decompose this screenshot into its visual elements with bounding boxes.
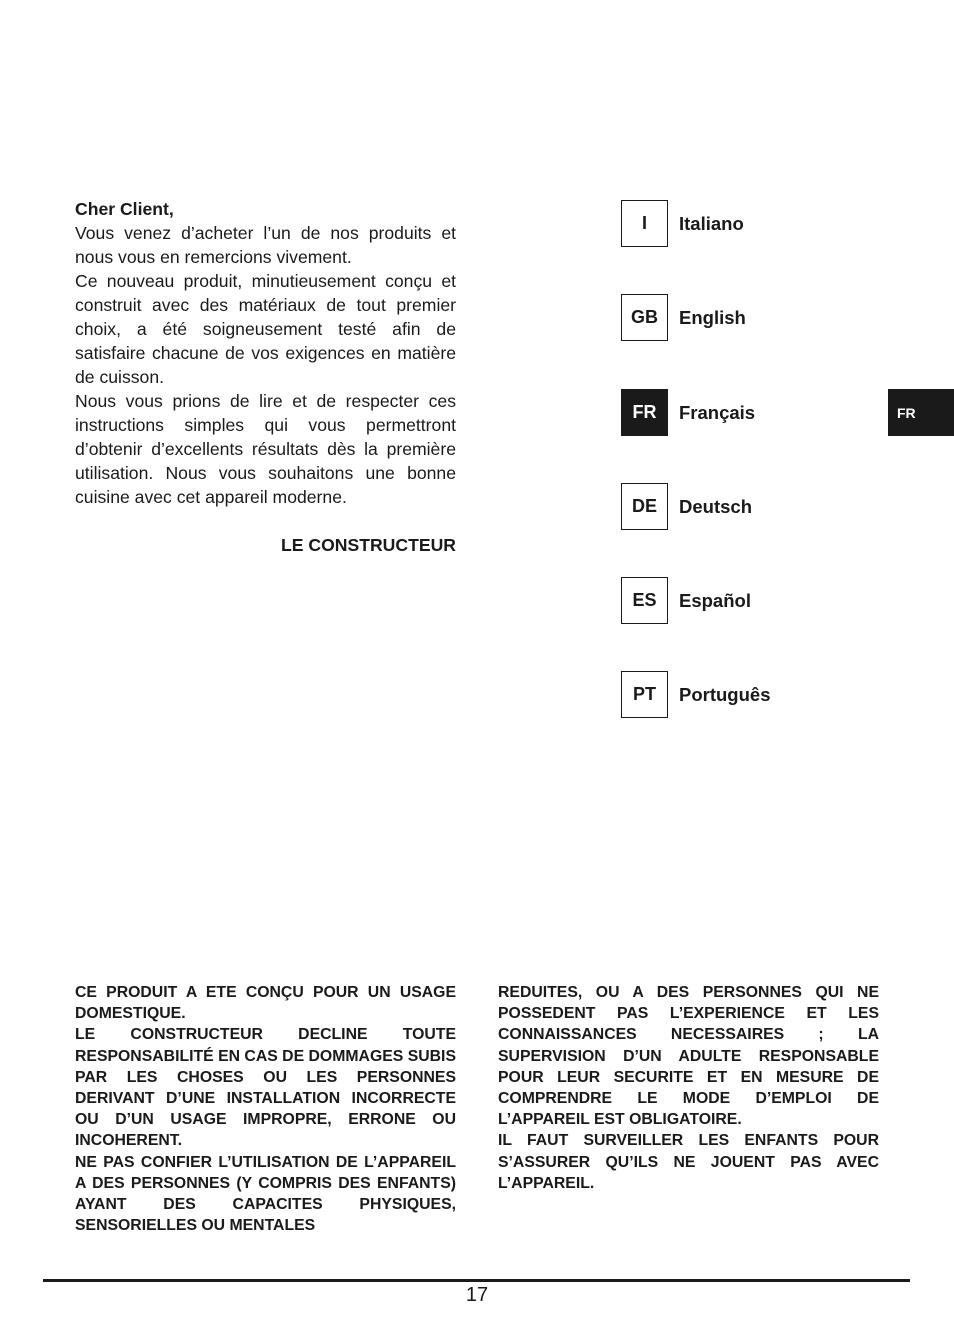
language-item-deutsch[interactable]	[621, 483, 851, 530]
page-number: 17	[465, 1284, 489, 1306]
language-name: Español	[679, 589, 751, 611]
warning-column-right	[498, 982, 879, 1194]
section-side-tab: FR	[888, 389, 954, 436]
signature: LE CONSTRUCTEUR	[281, 535, 456, 555]
warning-paragraph: CE PRODUIT A ETE CONÇU POUR UN USAGE DOMESTIQUE.	[75, 984, 456, 1023]
language-item-espanol[interactable]	[621, 577, 851, 624]
language-name: Português	[679, 683, 771, 705]
warning-paragraph: REDUITES, OU A DES PERSONNES QUI NE POSSEDENT PAS L’EXPERIENCE ET LES CONNAISSANCES NECESSAIRES ; LA SUPERVISION D’UN ADULTE RESPONSABLE POUR LEUR SECURITE ET EN MESURE DE COMPRENDRE LE MODE D’EMPLOI DE L’APPAREIL EST OBLIGATOIRE.	[498, 984, 879, 1129]
language-code-box: I	[621, 200, 668, 247]
warning-paragraph: LE CONSTRUCTEUR DECLINE TOUTE RESPONSABILITÉ EN CAS DE DOMMAGES SUBIS PAR LES CHOSES OU LES PERSONNES DERIVANT D’UNE INSTALLATION INCORRECTE OU D’UN USAGE IMPROPRE, ERRONE OU INCOHERENT.	[75, 1026, 456, 1150]
language-name: Deutsch	[679, 495, 752, 517]
footer-divider	[43, 1279, 910, 1282]
language-item-english[interactable]	[621, 294, 851, 341]
language-name: Italiano	[679, 212, 744, 234]
greeting: Cher Client,	[75, 199, 174, 219]
language-code-box: PT	[621, 671, 668, 718]
language-code-box: GB	[621, 294, 668, 341]
intro-paragraph-3: Nous vous prions de lire et de respecter ces instructions simples qui vous permettront d’obtenir d’excellents résultats dès la première utilisation. Nous vous souhaitons une bonne cuisine avec cet appareil moderne.	[75, 391, 456, 507]
intro-letter	[75, 197, 456, 557]
language-code-box: ES	[621, 577, 668, 624]
language-item-francais[interactable]	[621, 389, 851, 436]
intro-paragraph-2: Ce nouveau produit, minutieusement conçu et construit avec des matériaux de tout premier choix, a été soigneusement testé afin de satisfaire chacune de vos exigences en matière de cuisson.	[75, 271, 456, 387]
language-name: Français	[679, 401, 756, 423]
language-code-box: DE	[621, 483, 668, 530]
warning-paragraph: NE PAS CONFIER L’UTILISATION DE L’APPAREIL A DES PERSONNES (Y COMPRIS DES ENFANTS) AYANT DES CAPACITES PHYSIQUES, SENSORIELLES OU MENTALES	[75, 1153, 456, 1235]
language-item-italiano[interactable]	[621, 200, 851, 247]
intro-paragraph-1: Vous venez d’acheter l’un de nos produits et nous vous en remercions vivement.	[75, 223, 456, 267]
language-item-portugues[interactable]	[621, 671, 851, 718]
warning-column-left	[75, 982, 456, 1236]
language-name: English	[679, 306, 746, 328]
language-code-box-active: FR	[621, 389, 668, 436]
warning-paragraph: IL FAUT SURVEILLER LES ENFANTS POUR S’ASSURER QU’ILS NE JOUENT PAS AVEC L’APPAREIL.	[498, 1132, 879, 1192]
